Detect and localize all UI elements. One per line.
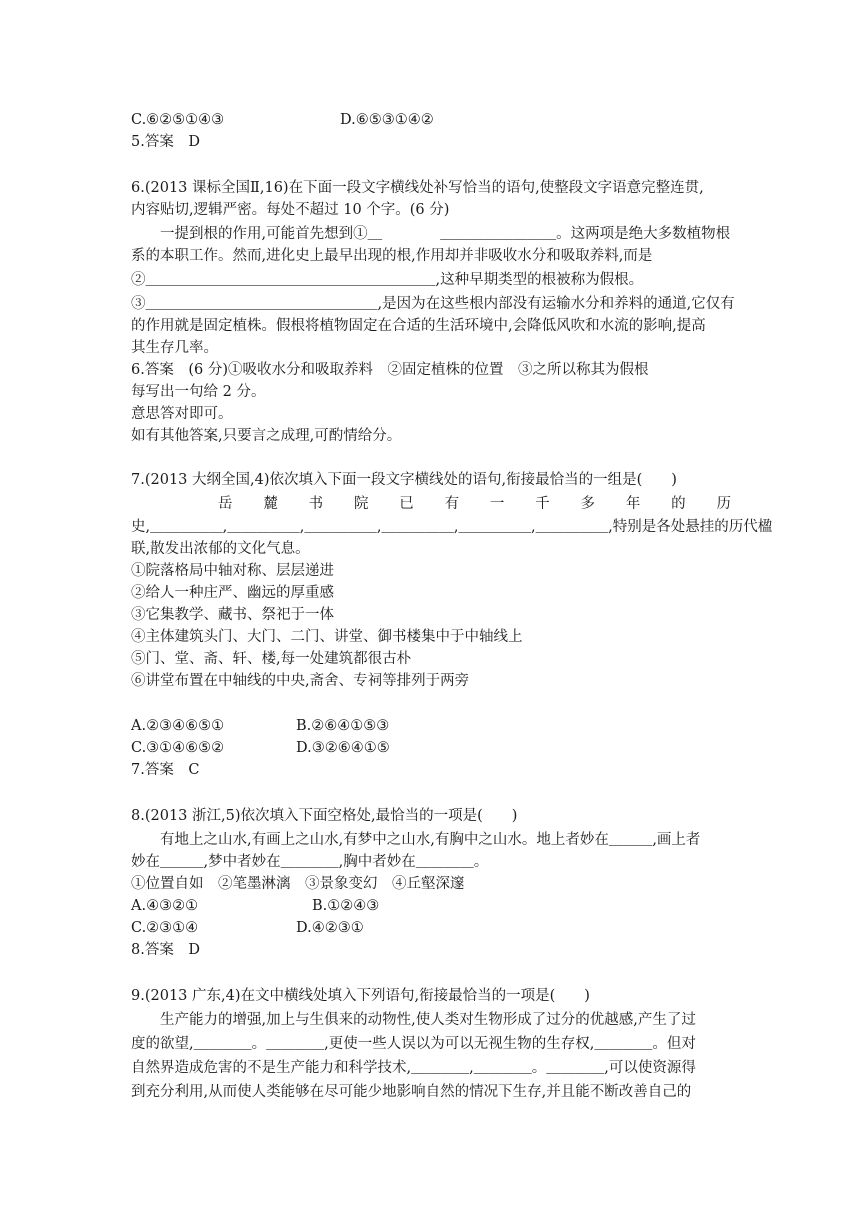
q6-stem-line-2: 内容贴切,逻辑严密。每处不超过 10 个字。(6 分)	[131, 202, 450, 218]
q6-answer: 6.答案 (6 分)①吸收水分和吸取养料 ②固定植株的位置 ③之所以称其为假根	[131, 362, 649, 378]
q7-passage-line-3: 联,散发出浓郁的文化气息。	[131, 541, 310, 557]
q7-answer: 7.答案 C	[131, 762, 200, 778]
q5-option-d: D.⑥⑤③①④②	[340, 112, 434, 128]
q9-passage-line-2: 度的欲望,＿＿＿＿。＿＿＿＿,更使一些人误以为可以无视生物的生存权,＿＿＿＿。但对	[131, 1036, 696, 1052]
q7-passage-line-1: 岳麓书院已有一千多年的历	[218, 496, 731, 512]
q7-passage-line-2: 史,＿＿＿＿＿,＿＿＿＿＿,＿＿＿＿＿,＿＿＿＿＿,＿＿＿＿＿,＿＿＿＿＿,特别是各处悬挂的历代楹	[131, 519, 773, 535]
q8-option-a: A.④③②①	[131, 898, 199, 914]
q6-scoring-1: 每写出一句给 2 分。	[131, 384, 266, 400]
q7-option-a: A.②③④⑥⑤①	[131, 718, 225, 734]
q6-passage-line-5: 的作用就是固定植株。假根将植物固定在合适的生活环境中,会降低风吹和水流的影响,提高	[131, 318, 706, 334]
q7-item-2: ②给人一种庄严、幽远的厚重感	[131, 585, 334, 601]
q8-option-b: B.①②④③	[312, 898, 380, 914]
q7-item-6: ⑥讲堂布置在中轴线的中央,斋舍、专祠等排列于两旁	[131, 673, 470, 689]
q7-item-1: ①院落格局中轴对称、层层递进	[131, 563, 334, 579]
q8-items: ①位置自如 ②笔墨淋漓 ③景象变幻 ④丘壑深邃	[131, 876, 465, 892]
q6-scoring-3: 如有其他答案,只要言之成理,可酌情给分。	[131, 428, 402, 444]
q7-stem: 7.(2013 大纲全国,4)依次填入下面一段文字横线处的语句,衔接最恰当的一组是( )	[131, 472, 677, 488]
q5-option-c: C.⑥②⑤①④③	[131, 112, 225, 128]
q9-passage-line-4: 到充分利用,从而使人类能够在尽可能少地影响自然的情况下生存,并且能不断改善自己的	[131, 1084, 692, 1100]
q6-passage-line-3: ②＿＿＿＿＿＿＿＿＿＿＿＿＿＿＿＿＿＿＿＿,这种早期类型的根被称为假根。	[131, 272, 644, 288]
q8-stem: 8.(2013 浙江,5)依次填入下面空格处,最恰当的一项是( )	[131, 808, 518, 824]
q9-passage-line-3: 自然界造成危害的不是生产能力和科学技术,＿＿＿＿,＿＿＿＿。＿＿＿＿,可以使资源得	[131, 1060, 696, 1076]
q8-passage-line-1: 有地上之山水,有画上之山水,有梦中之山水,有胸中之山水。地上者妙在＿＿＿,画上者	[160, 832, 701, 848]
q6-passage-line-1: 一提到根的作用,可能首先想到①＿ ＿＿＿＿＿＿＿＿。这两项是绝大多数植物根	[160, 226, 731, 242]
q6-passage-line-4: ③＿＿＿＿＿＿＿＿＿＿＿＿＿＿＿＿,是因为在这些根内部没有运输水分和养料的通道,它仅有	[131, 296, 735, 312]
q8-passage-line-2: 妙在＿＿＿,梦中者妙在＿＿＿＿,胸中者妙在＿＿＿＿。	[131, 854, 489, 870]
q7-option-b: B.②⑥④①⑤③	[296, 718, 390, 734]
q9-stem: 9.(2013 广东,4)在文中横线处填入下列语句,衔接最恰当的一项是( )	[131, 988, 590, 1004]
q6-passage-line-2: 系的本职工作。然而,进化史上最早出现的根,作用却并非吸收水分和吸取养料,而是	[131, 248, 653, 264]
q6-stem-line-1: 6.(2013 课标全国Ⅱ,16)在下面一段文字横线处补写恰当的语句,使整段文字语意完整连贯,	[131, 180, 704, 196]
q8-option-d: D.④②③①	[296, 920, 364, 936]
q5-answer: 5.答案 D	[131, 134, 200, 150]
q6-passage-line-6: 其生存几率。	[131, 340, 218, 356]
q7-option-d: D.③②⑥④①⑤	[296, 740, 390, 756]
q7-item-4: ④主体建筑头门、大门、二门、讲堂、御书楼集中于中轴线上	[131, 629, 523, 645]
q7-item-5: ⑤门、堂、斋、轩、楼,每一处建筑都很古朴	[131, 651, 412, 667]
q6-scoring-2: 意思答对即可。	[131, 406, 233, 422]
q9-passage-line-1: 生产能力的增强,加上与生俱来的动物性,使人类对生物形成了过分的优越感,产生了过	[160, 1012, 696, 1028]
q7-item-3: ③它集教学、藏书、祭祀于一体	[131, 607, 334, 623]
q8-answer: 8.答案 D	[131, 942, 200, 958]
q7-option-c: C.③①④⑥⑤②	[131, 740, 225, 756]
q8-option-c: C.②③①④	[131, 920, 199, 936]
